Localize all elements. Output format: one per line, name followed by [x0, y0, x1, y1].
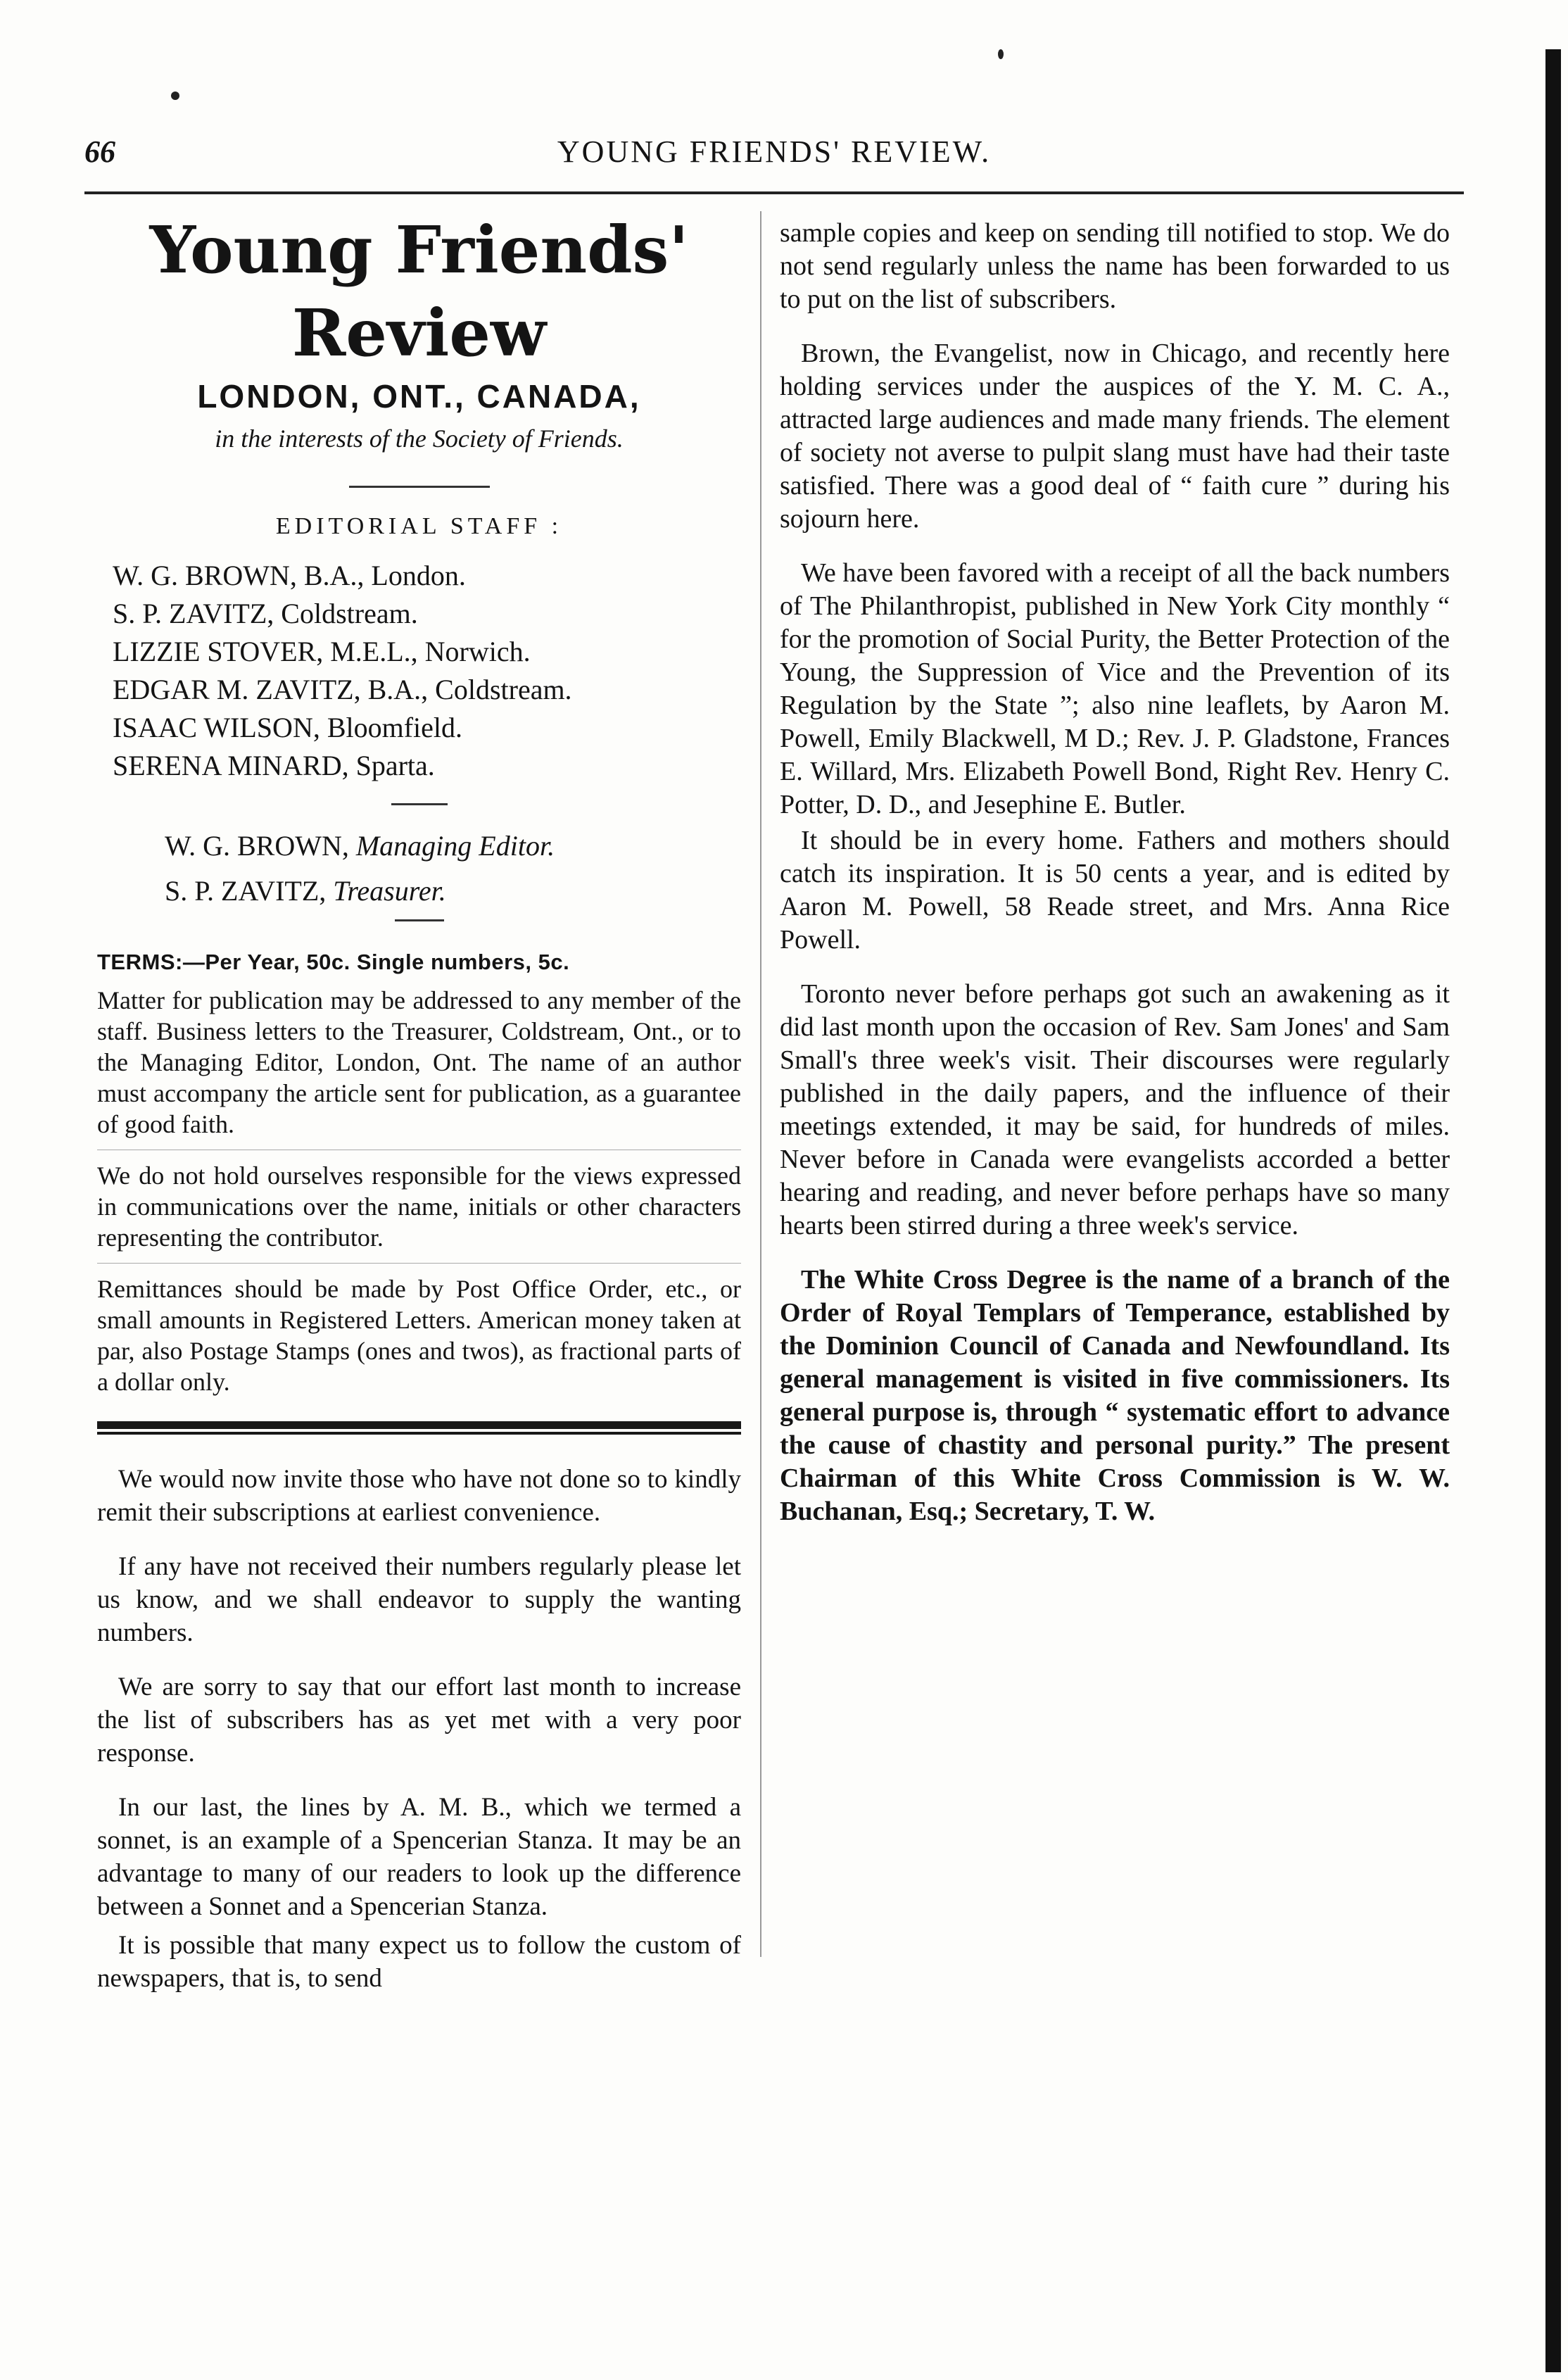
masthead-title: Young Friends' Review — [149, 212, 689, 371]
staff-rule — [391, 803, 448, 805]
staff-heading: EDITORIAL STAFF : — [275, 513, 563, 539]
body-paragraph: In our last, the lines by A. M. B., which we termed a sonnet, is an example of a Spencerian Stanza. It may be an advantage to many of our readers to look up the difference between a Sonnet and a Spencerian Stanza. — [97, 1793, 741, 1921]
right-column — [780, 204, 1450, 1528]
body-paragraph: Brown, the Evangelist, now in Chicago, and recently here holding services under the auspices of the Y. M. C. A., attracted large audiences and made many friends. The element of society not averse to pulpit slang must have had their taste satisfied. There was a good deal of “ faith cure ” during his sojourn here. — [780, 339, 1450, 534]
staff-member: EDGAR M. ZAVITZ, B.A., Coldstream. — [113, 674, 572, 705]
running-title: YOUNG FRIENDS' REVIEW. — [557, 134, 992, 169]
body-paragraph: It is possible that many expect us to follow the custom of newspapers, that is, to send — [97, 1931, 741, 1993]
binding-edge — [1545, 49, 1561, 2372]
notice-paragraph: We do not hold ourselves responsible for the views expressed in communications over the name, initials or other characters representing the contributor. — [97, 1161, 741, 1252]
role-title: Treasurer. — [333, 875, 446, 907]
column-divider — [760, 211, 761, 1957]
body-paragraph: sample copies and keep on sending till notified to stop. We do not send regularly unless the name has been forwarded to us to put on the list of subscribers. — [780, 218, 1450, 314]
running-head — [84, 134, 1464, 183]
masthead-tagline: in the interests of the Society of Friends. — [215, 424, 624, 453]
roles-rule — [395, 919, 444, 921]
staff-member: W. G. BROWN, B.A., London. — [113, 560, 466, 591]
notice-paragraph: Matter for publication may be addressed to any member of the staff. Business letters to the Treasurer, Coldstream, Ont., or to the Managing Editor, London, Ont. The name of an author must accompany the article sent for publication, as a guarantee of good faith. — [97, 986, 741, 1138]
staff-member: ISAAC WILSON, Bloomfield. — [113, 712, 463, 743]
notice-paragraph: Remittances should be made by Post Office Order, etc., or small amounts in Registered Letters. American money taken at par, also Postage Stamps (ones and twos), as fractional parts of a dollar only. — [97, 1275, 741, 1396]
staff-roles — [97, 824, 741, 914]
page-number: 66 — [84, 134, 115, 169]
role-name: S. P. ZAVITZ, — [165, 875, 327, 907]
role-managing-editor — [165, 824, 741, 869]
print-speck — [998, 49, 1004, 59]
body-paragraph: It should be in every home. Fathers and mothers should catch its inspiration. It is 50 cents a year, and is edited by Aaron M. Powell, 58 Reade street, and Mrs. Anna Rice Powell. — [780, 826, 1450, 955]
staff-member: LIZZIE STOVER, M.E.L., Norwich. — [113, 636, 531, 667]
body-paragraph: We have been favored with a receipt of all the back numbers of The Philanthropist, published in New York City monthly “ for the promotion of Social Purity, the Better Protection of the Young, the Suppression of Vice and the Prevention of its Regulation by the State ”; also nine leaflets, by Aaron M. Powell, Emily Blackwell, M D.; Rev. J. P. Gladstone, Frances E. Willard, Mrs. Elizabeth Powell Bond, Right Rev. Henry C. Potter, D. D., and Jesephine E. Butler. — [780, 558, 1450, 819]
staff-member: SERENA MINARD, Sparta. — [113, 750, 435, 781]
terms-line: TERMS:—Per Year, 50c. Single numbers, 5c. — [97, 950, 570, 974]
body-paragraph: The White Cross Degree is the name of a branch of the Order of Royal Templars of Temperance, established by the Dominion Council of Canada and Newfoundland. Its general management is visited in five commissioners. Its general purpose is, through “ systematic effort to advance the cause of chastity and personal purity.” The present Chairman of this White Cross Commission is W. W. Buchanan, Esq.; Secretary, T. W. — [780, 1265, 1450, 1526]
role-name: W. G. BROWN, — [165, 830, 349, 862]
body-paragraph: Toronto never before perhaps got such an awakening as it did last month upon the occasion of Rev. Sam Jones' and Sam Small's three week's visit. Their discourses were regularly published in the daily papers, and the influence of their meetings extended, it may be said, for hundreds of miles. Never before in Canada were evangelists accorded a better hearing and reading, and never before perhaps have so many hearts been stirred during a three week's service. — [780, 979, 1450, 1240]
print-speck — [171, 92, 179, 100]
staff-member: S. P. ZAVITZ, Coldstream. — [113, 598, 418, 629]
body-paragraph: We are sorry to say that our effort last month to increase the list of subscribers has as yet met with a very poor response. — [97, 1673, 741, 1768]
section-rule-thin — [97, 1432, 741, 1435]
masthead-rule — [349, 486, 490, 488]
body-paragraph: If any have not received their numbers regularly please let us know, and we shall endeavor to supply the wanting numbers. — [97, 1552, 741, 1647]
section-rule-thick — [97, 1421, 741, 1429]
role-treasurer — [165, 869, 741, 914]
body-paragraph: We would now invite those who have not done so to kindly remit their subscriptions at earliest convenience. — [97, 1465, 741, 1527]
notice-rule — [97, 1263, 741, 1264]
role-title: Managing Editor. — [355, 830, 555, 862]
staff-list — [97, 557, 741, 785]
masthead-place: LONDON, ONT., CANADA, — [197, 378, 641, 415]
left-column — [97, 204, 741, 1995]
header-rule — [84, 191, 1464, 194]
